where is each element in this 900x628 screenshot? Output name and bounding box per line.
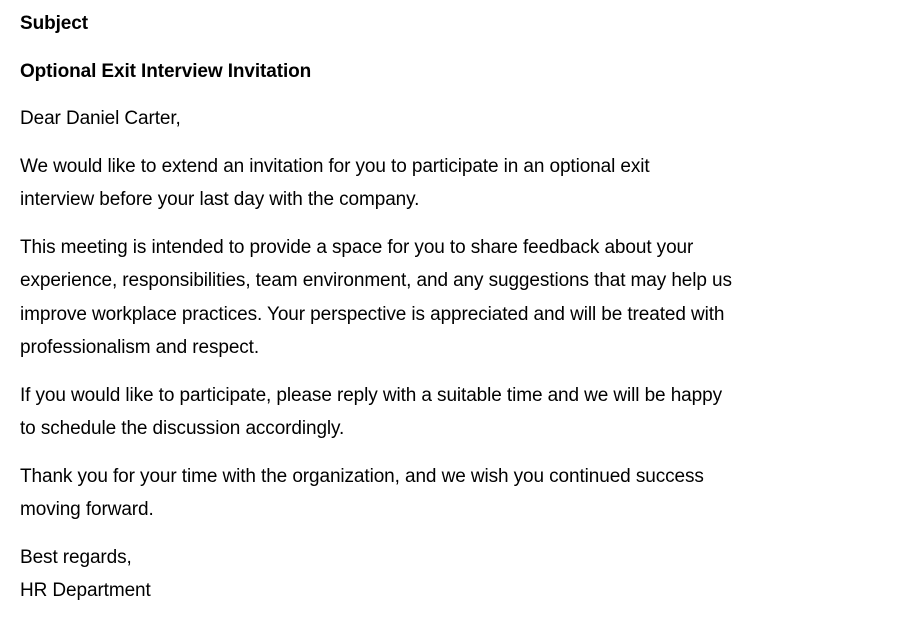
text-line: interview before your last day with the company. [20,189,420,210]
signature-closing: Best regards, [20,546,132,568]
subject-title: Optional Exit Interview Invitation [20,60,312,82]
text-line: If you would like to participate, please reply with a suitable time and we will be happy [20,384,722,406]
signature-sender: HR Department [20,580,151,601]
text-line: professionalism and respect. [20,337,260,358]
text-line: moving forward. [20,499,154,520]
text-line: This meeting is intended to provide a space for you to share feedback about your [20,236,694,258]
text-line: experience, responsibilities, team environment, and any suggestions that may help us [20,270,732,291]
paragraph-reply-request [20,379,882,446]
signature-block [20,541,882,608]
greeting: Dear Daniel Carter, [20,108,181,129]
text-line: improve workplace practices. Your perspective is appreciated and will be treated with [20,303,725,325]
paragraph-purpose [20,231,882,365]
subject-label: Subject [20,13,88,34]
text-line: to schedule the discussion accordingly. [20,418,345,439]
text-line: Thank you for your time with the organization, and we wish you continued success [20,465,704,487]
paragraph-thanks [20,460,882,527]
paragraph-invitation [20,150,882,217]
text-line: We would like to extend an invitation for you to participate in an optional exit [20,155,650,177]
